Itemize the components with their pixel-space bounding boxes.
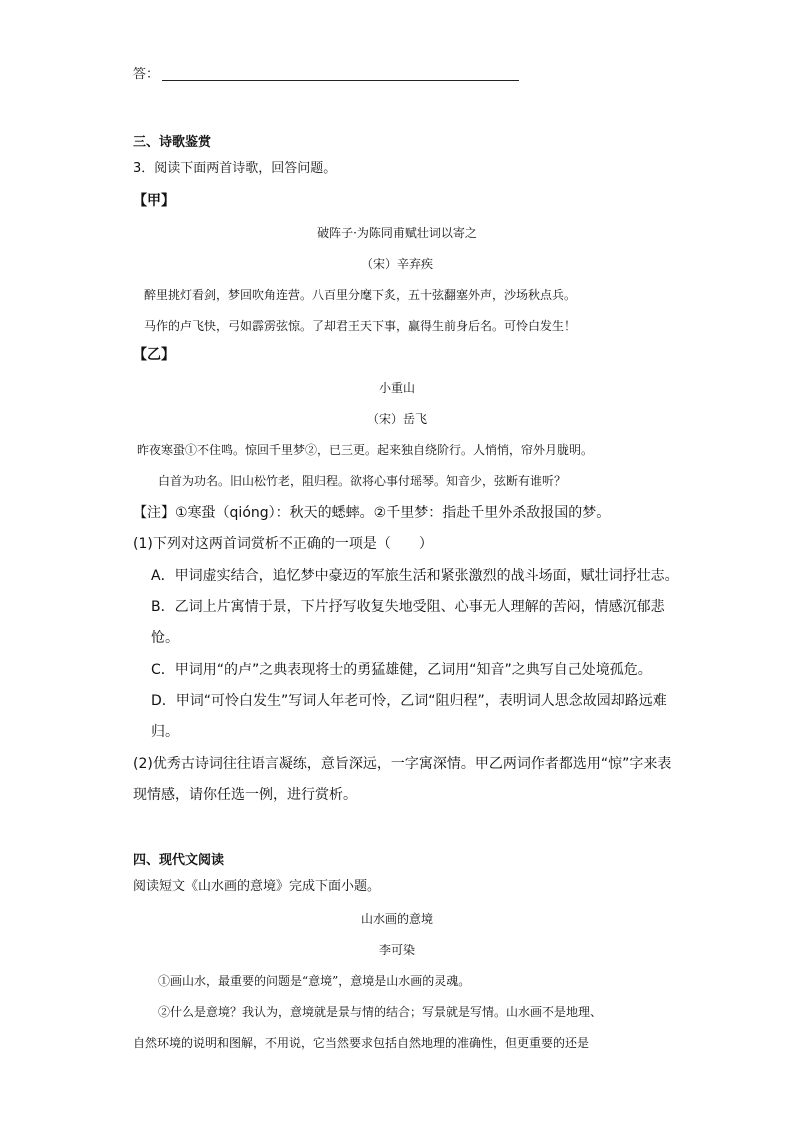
question3-stem: 3．阅读下面两首诗歌，回答问题。 <box>133 161 337 176</box>
sub1-option-b: B．乙词上片寓情于景，下片抒写收复失地受阻、心事无人理解的苦闷，情感沉郁悲 <box>151 599 665 615</box>
section3-heading: 三、诗歌鉴赏 <box>133 135 212 150</box>
sub1-option-c: C．甲词用“的卢”之典表现将士的勇猛雄健，乙词用“知音”之典写自己处境孤危。 <box>151 662 652 678</box>
poem-a-marker: 【甲】 <box>133 193 175 209</box>
sub1-option-d-cont: 归。 <box>151 724 179 740</box>
poem-b-line2: 白首为功名。旧山松竹老，阻归程。欲将心事付瑶琴。知音少，弦断有谁听？ <box>158 474 567 488</box>
sub2-stem-cont: 现情感，请你任选一例，进行赏析。 <box>133 787 357 803</box>
poem-b-title: 小重山 <box>378 381 415 395</box>
sub2-stem: (2)优秀古诗词往往语言凝练，意旨深远，一字寓深情。甲乙两词作者都选用“惊”字来表 <box>133 756 672 772</box>
sub1-option-d: D．甲词“可怜白发生”写词人年老可怜，乙词“阻归程”，表明词人思念故园却路远难 <box>151 693 667 709</box>
sub1-stem: (1)下列对这两首词赏析不正确的一项是（ ） <box>133 536 433 552</box>
poem-a-author: （宋）辛弃疾 <box>360 257 433 271</box>
sub1-option-a: A．甲词虚实结合，追忆梦中豪迈的军旅生活和紧张激烈的战斗场面，赋壮词抒壮志。 <box>151 568 679 584</box>
article-author: 李可染 <box>378 943 415 957</box>
section4-intro: 阅读短文《山水画的意境》完成下面小题。 <box>133 879 381 894</box>
article-title: 山水画的意境 <box>360 912 433 926</box>
section4-heading: 四、现代文阅读 <box>133 853 225 868</box>
article-paragraph-1: ①画山水，最重要的问题是“意境”，意境是山水画的灵魂。 <box>158 974 471 988</box>
sub1-option-b-cont: 怆。 <box>151 630 179 646</box>
poem-a-line2: 马作的卢飞快，弓如霹雳弦惊。了却君王天下事，赢得生前身后名。可怜白发生！ <box>144 319 577 333</box>
article-paragraph-2: ②什么是意境？我认为，意境就是景与情的结合；写景就是写情。山水画不是地理、 <box>158 1005 603 1019</box>
article-paragraph-2-cont: 自然环境的说明和图解，不用说，它当然要求包括自然地理的准确性，但更重要的还是 <box>133 1036 590 1050</box>
poem-note: 【注】①寒蛩（qióng）：秋天的蟋蟀。②千里梦：指赴千里外杀敌报国的梦。 <box>133 505 611 521</box>
poem-a-title: 破阵子·为陈同甫赋壮词以寄之 <box>317 226 477 240</box>
answer-label: 答： <box>133 67 160 82</box>
poem-b-author: （宋）岳飞 <box>366 412 427 426</box>
poem-b-marker: 【乙】 <box>133 347 175 363</box>
poem-b-line1: 昨夜寒蛩①不住鸣。惊回千里梦②，已三更。起来独自绕阶行。人悄悄，帘外月胧明。 <box>137 443 594 457</box>
poem-a-line1: 醉里挑灯看剑，梦回吹角连营。八百里分麾下炙，五十弦翻塞外声，沙场秋点兵。 <box>144 288 577 302</box>
answer-blank-line <box>162 80 519 81</box>
